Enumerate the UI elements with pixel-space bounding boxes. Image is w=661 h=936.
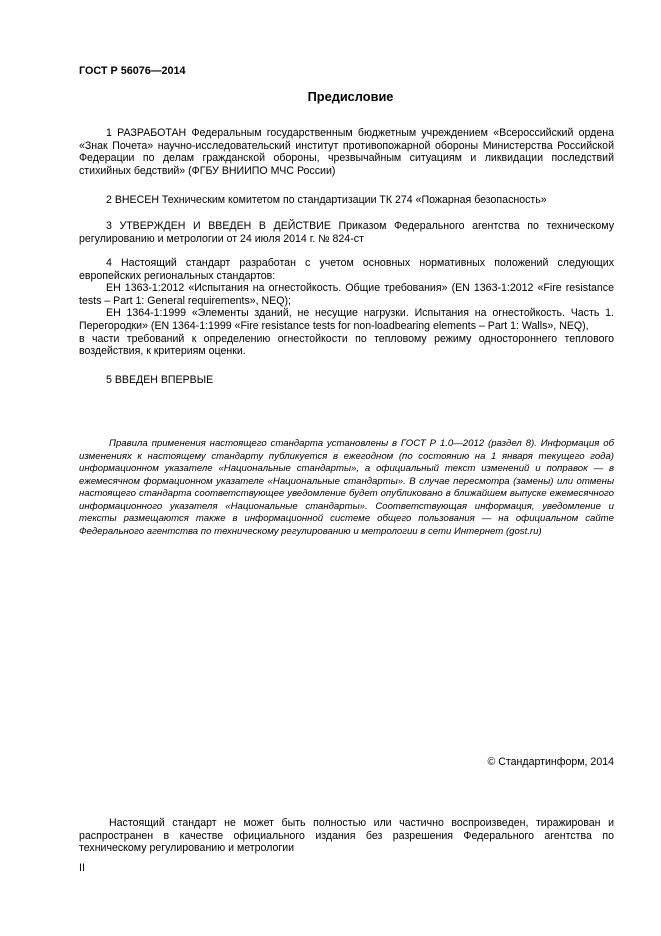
section-5: 5 ВВЕДЕН ВПЕРВЫЕ: [106, 374, 214, 386]
usage-note: Правила применения настоящего стандарта установлены в ГОСТ Р 1.0—2012 (раздел 8). Информация об изменениях к настоящему стандарту публикуется в ежегодном (по состоянию на 1 января текущего года) информационном указателе «Национальные стандарты», а официальный текст изменений и поправок — в ежемесячном формационном указателе «Национальные стандарты». В случае пересмотра (замены) или отмены настоящего стандарта соответствующее уведомление будет опубликовано в ближайшем выпуске ежемесячного информационного указателя «Национальные стандарты». Соответствующая информация, уведомление и тексты размещаются также в информационной системе общего пользования — на официальном сайте Федерального агентства по техническому регулированию и метрологии в сети Интернет (gost.ru): [79, 438, 614, 537]
reproduction-notice: Настоящий стандарт не может быть полностью или частично воспроизведен, тиражирован и распространен в качестве официального издания без разрешения Федерального агентства по техническому регулированию и метрологии: [79, 817, 614, 855]
page-title: Предисловие: [307, 89, 394, 104]
document-code: ГОСТ Р 56076—2014: [79, 65, 186, 77]
section-4: [79, 257, 614, 358]
section-2: 2 ВНЕСЕН Техническим комитетом по стандартизации ТК 274 «Пожарная безопасность»: [106, 194, 547, 206]
page-number: II: [79, 862, 85, 874]
section-4-item-1: ЕН 1363-1:2012 «Испытания на огнестойкость. Общие требования» (EN 1363-1:2012 «Fire resistance tests – Part 1: General requirements», NEQ);: [79, 282, 614, 307]
section-4-intro: 4 Настоящий стандарт разработан с учетом основных нормативных положений следующих европейских региональных стандартов:: [79, 257, 614, 282]
section-1: 1 РАЗРАБОТАН Федеральным государственным бюджетным учреждением «Всероссийский ордена «Знак Почета» научно-исследовательский институт противопожарной обороны Министерства Российской Федерации по делам гражданской обороны, чрезвычайным ситуациям и ликвидации последствий стихийных бедствий» (ФГБУ ВНИИПО МЧС России): [79, 127, 614, 177]
section-4-item-2-continuation: в части требований к определению огнестойкости по тепловому режиму одностороннего теплового воздействия, к критериям оценки.: [79, 332, 614, 358]
section-3: 3 УТВЕРЖДЕН И ВВЕДЕН В ДЕЙСТВИЕ Приказом Федерального агентства по техническому регулированию и метрологии от 24 июля 2014 г. № 824-ст: [79, 220, 614, 245]
copyright: © Стандартинформ, 2014: [487, 756, 614, 768]
section-4-item-2: ЕН 1364-1:1999 «Элементы зданий, не несущие нагрузки. Испытания на огнестойкость. Часть 1. Перегородки» (EN 1364-1:1999 «Fire resistance tests for non-loadbearing elements – Part 1: Walls», NEQ),: [79, 307, 614, 332]
